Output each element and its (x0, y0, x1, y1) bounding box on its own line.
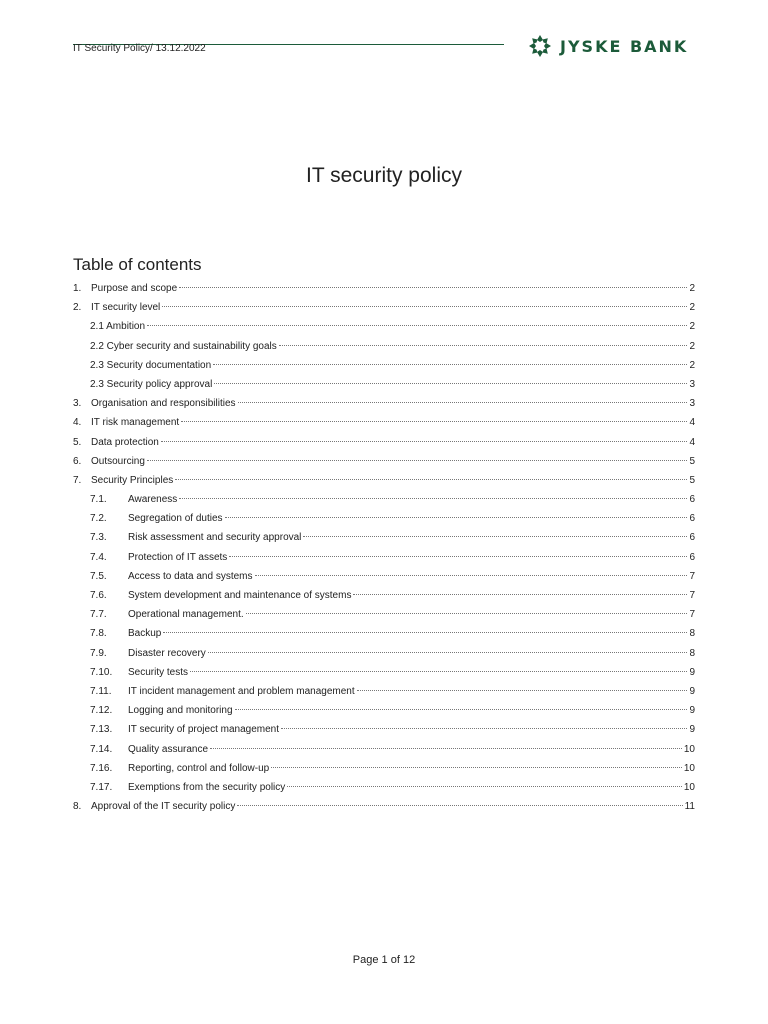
toc-dot-leader (147, 325, 687, 326)
toc-dot-leader (281, 728, 687, 729)
toc-entry-number: 7.12. (90, 705, 113, 717)
toc-dot-leader (271, 767, 682, 768)
toc-entry-title: Segregation of duties (128, 513, 223, 525)
toc-entry[interactable] (73, 398, 695, 417)
toc-dot-leader (246, 613, 688, 614)
toc-entry[interactable] (73, 648, 695, 667)
toc-entry[interactable] (73, 417, 695, 436)
toc-entry-number: 6. (73, 455, 82, 467)
toc-entry-number: 7.13. (90, 724, 113, 736)
toc-entry-number: 7.17. (90, 781, 113, 793)
toc-entry-number: 7.4. (90, 551, 107, 563)
toc-entry-number: 7.8. (90, 628, 107, 640)
toc-entry[interactable] (73, 475, 695, 494)
table-of-contents (73, 283, 695, 820)
toc-dot-leader (161, 441, 688, 442)
jyske-bank-emblem-icon (528, 34, 552, 58)
toc-entry[interactable] (73, 532, 695, 551)
toc-entry[interactable] (73, 513, 695, 532)
toc-entry-title: Security Principles (91, 474, 174, 486)
toc-entry[interactable] (73, 571, 695, 590)
toc-entry[interactable] (73, 494, 695, 513)
toc-entry-page: 5 (689, 455, 695, 467)
toc-entry[interactable] (73, 552, 695, 571)
toc-entry[interactable] (73, 782, 695, 801)
toc-dot-leader (179, 498, 687, 499)
toc-dot-leader (210, 748, 682, 749)
toc-entry[interactable] (73, 302, 695, 321)
toc-entry-page: 10 (683, 743, 695, 755)
toc-entry-number: 7.7. (90, 609, 107, 621)
toc-entry-title: Security tests (128, 666, 189, 678)
toc-entry-number: 7.9. (90, 647, 107, 659)
toc-entry-number: 7.1. (90, 494, 107, 506)
toc-entry[interactable] (73, 801, 695, 820)
toc-entry[interactable] (73, 456, 695, 475)
toc-entry-number: 1. (73, 283, 82, 294)
toc-entry-page: 11 (684, 801, 695, 813)
toc-entry-page: 9 (689, 666, 695, 678)
toc-entry-page: 9 (689, 724, 695, 736)
toc-dot-leader (162, 306, 687, 307)
toc-entry-number: 7.16. (90, 762, 113, 774)
toc-dot-leader (190, 671, 687, 672)
toc-entry[interactable] (73, 283, 695, 302)
toc-dot-leader (279, 345, 688, 346)
toc-entry[interactable] (73, 321, 695, 340)
toc-entry-number: 5. (73, 436, 82, 448)
toc-heading: Table of contents (73, 255, 202, 274)
toc-entry-page: 7 (689, 570, 695, 582)
toc-entry-title: Operational management. (128, 609, 244, 621)
toc-entry-title: Awareness (128, 494, 178, 506)
toc-dot-leader (303, 536, 687, 537)
toc-entry[interactable] (73, 341, 695, 360)
toc-entry-number: 4. (73, 417, 82, 429)
toc-entry-title: IT security level (91, 302, 161, 314)
toc-entry-page: 8 (689, 628, 695, 640)
header-doc-reference: IT Security Policy/ 13.12.2022 (73, 43, 206, 54)
toc-entry-number: 7.5. (90, 570, 107, 582)
toc-entry-page: 2 (689, 302, 695, 314)
toc-dot-leader (237, 805, 682, 806)
toc-dot-leader (229, 556, 687, 557)
toc-entry-page: 6 (689, 551, 695, 563)
toc-entry-page: 4 (689, 436, 695, 448)
toc-entry-title: 2.3 Security documentation (90, 359, 212, 371)
toc-dot-leader (147, 460, 688, 461)
toc-entry-title: IT risk management (91, 417, 180, 429)
toc-entry-title: Exemptions from the security policy (128, 781, 286, 793)
toc-entry[interactable] (73, 628, 695, 647)
toc-entry-number: 7.11. (90, 685, 112, 697)
toc-entry[interactable] (73, 667, 695, 686)
toc-entry-page: 5 (689, 474, 695, 486)
toc-dot-leader (175, 479, 687, 480)
toc-entry-title: 2.2 Cyber security and sustainability goals (90, 340, 277, 352)
toc-entry-title: 2.3 Security policy approval (90, 378, 213, 390)
logo-wordmark: JYSKE BANK (560, 36, 689, 56)
toc-entry-page: 2 (689, 340, 695, 352)
toc-dot-leader (213, 364, 687, 365)
toc-entry-page: 6 (689, 494, 695, 506)
toc-entry-title: Risk assessment and security approval (128, 532, 302, 544)
toc-dot-leader (238, 402, 688, 403)
toc-entry-number: 8. (73, 801, 82, 813)
toc-dot-leader (208, 652, 688, 653)
toc-entry-page: 9 (689, 705, 695, 717)
toc-entry-number: 7.6. (90, 590, 107, 601)
toc-dot-leader (214, 383, 687, 384)
toc-entry[interactable] (73, 379, 695, 398)
toc-entry-title: Organisation and responsibilities (91, 398, 236, 410)
toc-entry[interactable] (73, 686, 695, 705)
toc-entry-number: 7. (73, 474, 82, 486)
jyske-bank-logo (528, 34, 688, 58)
toc-entry-title: Purpose and scope (91, 283, 178, 294)
toc-entry-page: 3 (689, 398, 695, 410)
toc-entry-number: 3. (73, 398, 82, 410)
toc-entry[interactable] (73, 763, 695, 782)
toc-entry-page: 2 (689, 321, 695, 333)
toc-entry-number: 2. (73, 302, 82, 314)
toc-entry-page: 6 (689, 513, 695, 525)
toc-entry[interactable] (73, 744, 695, 763)
toc-entry-number: 7.3. (90, 532, 107, 544)
toc-dot-leader (225, 517, 688, 518)
toc-entry-number: 7.14. (90, 743, 113, 755)
toc-entry-title: Access to data and systems (128, 570, 253, 582)
toc-dot-leader (255, 575, 688, 576)
page-number: Page 1 of 12 (352, 954, 416, 966)
toc-entry[interactable] (73, 437, 695, 456)
toc-entry-page: 7 (689, 609, 695, 621)
toc-entry-page: 9 (689, 685, 695, 697)
toc-entry-title: Quality assurance (128, 743, 209, 755)
toc-dot-leader (163, 632, 687, 633)
toc-entry-page: 10 (683, 781, 695, 793)
document-title: IT security policy (306, 164, 462, 187)
toc-entry-title: 2.1 Ambition (90, 321, 146, 333)
toc-entry-number: 7.2. (90, 513, 107, 525)
toc-entry-title: Outsourcing (91, 455, 145, 467)
toc-entry-page: 2 (689, 283, 695, 294)
toc-entry-title: Approval of the IT security policy (91, 801, 236, 813)
toc-entry[interactable] (73, 724, 695, 743)
toc-entry-page: 10 (683, 762, 695, 774)
toc-entry-page: 6 (689, 532, 695, 544)
toc-dot-leader (179, 287, 687, 288)
toc-dot-leader (287, 786, 682, 787)
toc-dot-leader (235, 709, 688, 710)
toc-entry-page: 4 (689, 417, 695, 429)
toc-entry-title: Logging and monitoring (128, 705, 233, 717)
toc-entry-title: IT security of project management (128, 724, 279, 736)
toc-entry-title: Data protection (91, 436, 159, 448)
toc-entry-title: Disaster recovery (128, 647, 206, 659)
toc-entry[interactable] (73, 705, 695, 724)
toc-entry[interactable] (73, 590, 695, 609)
toc-entry-number: 7.10. (90, 666, 113, 678)
toc-entry[interactable] (73, 609, 695, 628)
toc-entry[interactable] (73, 360, 695, 379)
toc-entry-title: Backup (128, 628, 162, 640)
toc-entry-title: Protection of IT assets (128, 551, 228, 563)
toc-entry-title: IT incident management and problem management (128, 685, 355, 697)
toc-entry-page: 8 (689, 647, 695, 659)
toc-dot-leader (181, 421, 687, 422)
toc-entry-page: 3 (689, 378, 695, 390)
toc-entry-page: 7 (689, 590, 695, 601)
toc-dot-leader (357, 690, 688, 691)
toc-entry-page: 2 (689, 359, 695, 371)
toc-entry-title: System development and maintenance of systems (128, 590, 352, 601)
toc-dot-leader (353, 594, 687, 595)
toc-entry-title: Reporting, control and follow-up (128, 762, 270, 774)
